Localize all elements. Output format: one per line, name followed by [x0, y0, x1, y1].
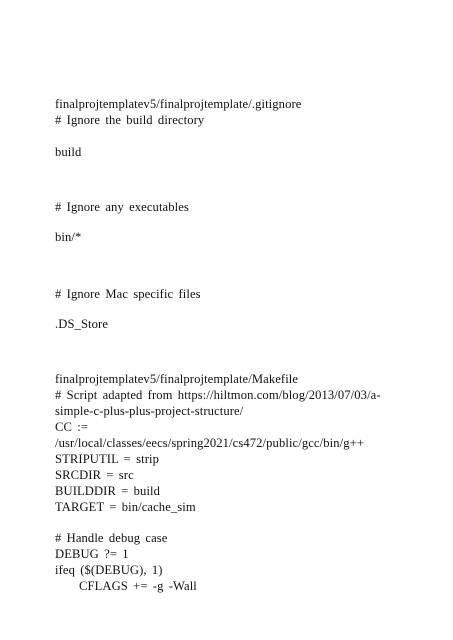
makefile-comment-script-cont: simple-c-plus-plus-project-structure/ [55, 404, 244, 418]
makefile-comment-script: # Script adapted from https://hiltmon.com/blog/2013/07/03/a- [55, 388, 381, 402]
makefile-striputil: STRIPUTIL = strip [55, 452, 159, 466]
comment-ignore-mac: # Ignore Mac specific files [55, 287, 201, 301]
makefile-srcdir: SRCDIR = src [55, 468, 134, 482]
comment-ignore-executables: # Ignore any executables [55, 200, 189, 214]
makefile-file-path: finalprojtemplatev5/finalprojtemplate/Makefile [55, 372, 299, 386]
makefile-builddir: BUILDDIR = build [55, 484, 161, 498]
makefile-cc-path: /usr/local/classes/eecs/spring2021/cs472/public/gcc/bin/g++ [55, 436, 364, 450]
makefile-cflags: CFLAGS += -g -Wall [79, 579, 197, 593]
makefile-ifeq: ifeq ($(DEBUG), 1) [55, 563, 163, 577]
makefile-target: TARGET = bin/cache_sim [55, 500, 196, 514]
makefile-debug: DEBUG ?= 1 [55, 547, 129, 561]
gitignore-entry-bin: bin/* [55, 230, 82, 244]
makefile-comment-debug: # Handle debug case [55, 531, 168, 545]
gitignore-entry-ds-store: .DS_Store [55, 317, 109, 331]
gitignore-file-path: finalprojtemplatev5/finalprojtemplate/.gitignore [55, 97, 302, 111]
gitignore-entry-build: build [55, 145, 82, 159]
makefile-cc: CC := [55, 420, 89, 434]
comment-ignore-build: # Ignore the build directory [55, 113, 205, 127]
